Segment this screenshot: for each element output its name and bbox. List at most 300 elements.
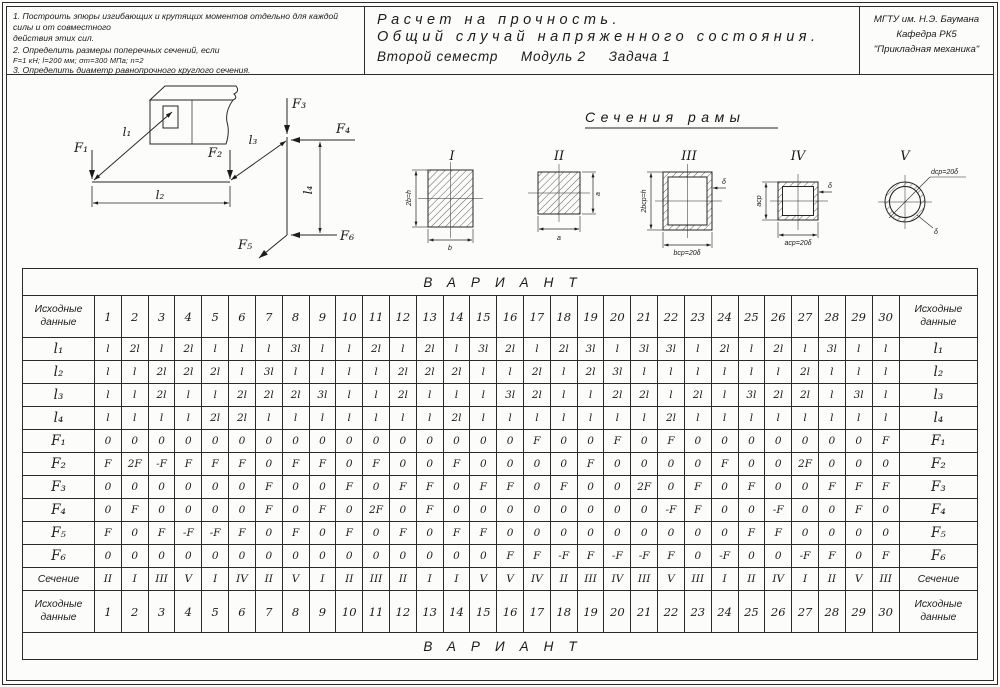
- value-cell: 0: [202, 476, 229, 499]
- table-row: [23, 633, 978, 660]
- row-label-cell: l₃: [23, 384, 95, 407]
- value-cell: 0: [765, 430, 792, 453]
- value-cell: l: [229, 361, 256, 384]
- value-cell: 2F: [792, 453, 819, 476]
- value-cell: II: [550, 568, 577, 591]
- value-cell: 0: [175, 545, 202, 568]
- value-cell: l: [389, 407, 416, 430]
- value-cell: F: [658, 430, 685, 453]
- member-l3: [231, 141, 286, 180]
- table-row: [23, 430, 978, 453]
- value-cell: 0: [631, 430, 658, 453]
- force-f1-label: F₁: [74, 141, 89, 156]
- value-cell: 3l: [631, 338, 658, 361]
- value-cell: l: [872, 338, 899, 361]
- value-cell: II: [738, 568, 765, 591]
- value-cell: -F: [631, 545, 658, 568]
- section-3-height-dim: 2bср=h: [641, 189, 648, 213]
- value-cell: 0: [604, 499, 631, 522]
- variant-number-cell: 7: [255, 296, 282, 338]
- value-cell: V: [845, 568, 872, 591]
- row-label-cell: Сечение: [899, 568, 977, 591]
- value-cell: F: [470, 522, 497, 545]
- value-cell: IV: [765, 568, 792, 591]
- value-cell: 0: [550, 499, 577, 522]
- variant-number-cell: 22: [658, 296, 685, 338]
- value-cell: l: [765, 407, 792, 430]
- value-cell: 0: [872, 522, 899, 545]
- variant-number-cell: 28: [818, 591, 845, 633]
- value-cell: l: [470, 407, 497, 430]
- value-cell: l: [738, 407, 765, 430]
- variant-number-cell: 10: [336, 591, 363, 633]
- value-cell: 2l: [255, 384, 282, 407]
- value-cell: 0: [175, 430, 202, 453]
- value-cell: l: [711, 361, 738, 384]
- section-1-numeral: I: [449, 149, 455, 164]
- section-1-width-dim: b: [448, 245, 452, 252]
- force-f5-label: F₅: [238, 238, 253, 253]
- value-cell: 0: [524, 522, 551, 545]
- variant-number-cell: 30: [872, 296, 899, 338]
- value-cell: 0: [658, 522, 685, 545]
- variant-number-cell: 13: [416, 591, 443, 633]
- value-cell: 0: [416, 430, 443, 453]
- value-cell: 2l: [711, 338, 738, 361]
- value-cell: 0: [416, 522, 443, 545]
- value-cell: 0: [309, 430, 336, 453]
- value-cell: 2l: [148, 361, 175, 384]
- variant-number-cell: 16: [497, 591, 524, 633]
- value-cell: l: [524, 407, 551, 430]
- table-row: [23, 296, 978, 338]
- variant-number-cell: 20: [604, 296, 631, 338]
- value-cell: 0: [121, 476, 148, 499]
- value-cell: l: [95, 338, 122, 361]
- value-cell: 0: [309, 522, 336, 545]
- value-cell: 0: [711, 476, 738, 499]
- table-row: [23, 338, 978, 361]
- value-cell: F: [765, 522, 792, 545]
- force-f3-label: F₃: [292, 97, 307, 112]
- value-cell: 2l: [416, 338, 443, 361]
- row-label-cell: l₂: [899, 361, 977, 384]
- value-cell: 0: [443, 430, 470, 453]
- value-cell: l: [765, 361, 792, 384]
- value-cell: F: [711, 453, 738, 476]
- value-cell: 0: [363, 545, 390, 568]
- corner-label-cell: Исходные данные: [23, 591, 95, 633]
- value-cell: V: [282, 568, 309, 591]
- value-cell: 2l: [202, 407, 229, 430]
- variant-number-cell: 23: [684, 591, 711, 633]
- value-cell: l: [792, 338, 819, 361]
- value-cell: I: [792, 568, 819, 591]
- value-cell: F: [470, 476, 497, 499]
- variant-number-cell: 17: [524, 296, 551, 338]
- value-cell: 2l: [524, 384, 551, 407]
- value-cell: F: [872, 476, 899, 499]
- table-row: [23, 476, 978, 499]
- value-cell: l: [738, 361, 765, 384]
- value-cell: l: [631, 407, 658, 430]
- variant-number-cell: 2: [121, 296, 148, 338]
- value-cell: 3l: [604, 361, 631, 384]
- value-cell: 0: [389, 545, 416, 568]
- value-cell: 0: [845, 522, 872, 545]
- table-row: [23, 453, 978, 476]
- value-cell: -F: [711, 545, 738, 568]
- variant-banner-cell: ВАРИАНТ: [23, 633, 978, 660]
- value-cell: l: [550, 384, 577, 407]
- value-cell: 0: [363, 430, 390, 453]
- value-cell: 0: [765, 476, 792, 499]
- value-cell: 0: [872, 499, 899, 522]
- value-cell: F: [577, 545, 604, 568]
- value-cell: III: [577, 568, 604, 591]
- variant-number-cell: 22: [658, 591, 685, 633]
- value-cell: F: [684, 499, 711, 522]
- value-cell: 0: [631, 499, 658, 522]
- value-cell: F: [336, 476, 363, 499]
- value-cell: 0: [416, 545, 443, 568]
- variant-number-cell: 6: [229, 296, 256, 338]
- value-cell: l: [363, 361, 390, 384]
- value-cell: 0: [121, 522, 148, 545]
- instruction-line: 1. Построить эпюры изгибающих и крутящих моментов отдельно для каждой силы и от совместного: [13, 11, 339, 33]
- value-cell: 0: [443, 476, 470, 499]
- value-cell: 0: [604, 522, 631, 545]
- force-f6-label: F₆: [340, 229, 355, 244]
- value-cell: 0: [577, 522, 604, 545]
- value-cell: 2l: [550, 338, 577, 361]
- value-cell: l: [711, 407, 738, 430]
- section-4: [756, 149, 832, 247]
- value-cell: -F: [202, 522, 229, 545]
- value-cell: 3l: [738, 384, 765, 407]
- value-cell: 3l: [470, 338, 497, 361]
- value-cell: l: [202, 384, 229, 407]
- value-cell: F: [872, 545, 899, 568]
- variant-number-cell: 30: [872, 591, 899, 633]
- value-cell: l: [845, 338, 872, 361]
- value-cell: 0: [95, 476, 122, 499]
- task-instructions: [7, 7, 365, 74]
- value-cell: II: [255, 568, 282, 591]
- value-cell: 0: [497, 522, 524, 545]
- section-5-thickness-dim: δ: [934, 229, 938, 236]
- value-cell: 0: [255, 430, 282, 453]
- value-cell: F: [845, 476, 872, 499]
- value-cell: F: [872, 430, 899, 453]
- value-cell: l: [121, 361, 148, 384]
- value-cell: l: [711, 384, 738, 407]
- value-cell: l: [872, 361, 899, 384]
- value-cell: 3l: [818, 338, 845, 361]
- value-cell: l: [524, 338, 551, 361]
- value-cell: 2l: [684, 384, 711, 407]
- value-cell: -F: [604, 545, 631, 568]
- title-line-2: Общий случай напряженного состояния.: [377, 29, 820, 45]
- value-cell: 0: [229, 430, 256, 453]
- value-cell: 0: [550, 522, 577, 545]
- value-cell: l: [336, 338, 363, 361]
- section-1-height-dim: 2b=h: [406, 190, 413, 206]
- section-5-diameter-dim: dср=20δ: [931, 169, 959, 176]
- support-box-icon: [150, 86, 238, 144]
- value-cell: l: [684, 361, 711, 384]
- value-cell: 2l: [282, 384, 309, 407]
- value-cell: F: [818, 476, 845, 499]
- row-label-cell: l₄: [23, 407, 95, 430]
- value-cell: IV: [229, 568, 256, 591]
- variant-number-cell: 9: [309, 591, 336, 633]
- value-cell: 3l: [577, 338, 604, 361]
- value-cell: l: [818, 384, 845, 407]
- value-cell: 0: [738, 430, 765, 453]
- variant-number-cell: 15: [470, 591, 497, 633]
- title-line-1: Расчет на прочность.: [377, 12, 622, 28]
- value-cell: 2l: [443, 361, 470, 384]
- value-cell: 0: [389, 430, 416, 453]
- value-cell: F: [497, 545, 524, 568]
- value-cell: 0: [792, 430, 819, 453]
- value-cell: 0: [336, 545, 363, 568]
- value-cell: F: [309, 499, 336, 522]
- value-cell: 2l: [524, 361, 551, 384]
- value-cell: II: [336, 568, 363, 591]
- section-2-height-dim: a: [595, 192, 602, 196]
- value-cell: 0: [336, 499, 363, 522]
- value-cell: 2l: [148, 384, 175, 407]
- value-cell: 0: [148, 476, 175, 499]
- variant-number-cell: 11: [363, 296, 390, 338]
- value-cell: l: [550, 361, 577, 384]
- value-cell: F: [95, 453, 122, 476]
- value-cell: 0: [202, 499, 229, 522]
- variant-number-cell: 10: [336, 296, 363, 338]
- value-cell: F: [363, 453, 390, 476]
- value-cell: F: [684, 476, 711, 499]
- variant-number-cell: 9: [309, 296, 336, 338]
- value-cell: 2l: [363, 338, 390, 361]
- value-cell: l: [175, 407, 202, 430]
- length-l2-label: l₂: [155, 188, 165, 202]
- value-cell: 2l: [229, 384, 256, 407]
- value-cell: 2l: [577, 361, 604, 384]
- value-cell: l: [175, 384, 202, 407]
- value-cell: l: [336, 361, 363, 384]
- value-cell: l: [818, 361, 845, 384]
- row-label-cell: l₃: [899, 384, 977, 407]
- value-cell: F: [577, 453, 604, 476]
- value-cell: 2l: [765, 338, 792, 361]
- value-cell: 0: [336, 430, 363, 453]
- value-cell: 0: [282, 499, 309, 522]
- section-4-height-dim: aср: [756, 195, 763, 207]
- value-cell: l: [416, 384, 443, 407]
- value-cell: 0: [255, 453, 282, 476]
- variant-number-cell: 29: [845, 591, 872, 633]
- value-cell: l: [202, 338, 229, 361]
- value-cell: F: [845, 499, 872, 522]
- value-cell: 0: [604, 453, 631, 476]
- value-cell: III: [872, 568, 899, 591]
- value-cell: l: [872, 407, 899, 430]
- variant-number-cell: 14: [443, 296, 470, 338]
- table-row: [23, 545, 978, 568]
- value-cell: 0: [577, 430, 604, 453]
- value-cell: 0: [818, 522, 845, 545]
- value-cell: IV: [524, 568, 551, 591]
- value-cell: 3l: [497, 384, 524, 407]
- variant-number-cell: 27: [792, 296, 819, 338]
- value-cell: 3l: [282, 338, 309, 361]
- value-cell: 0: [765, 453, 792, 476]
- value-cell: F: [202, 453, 229, 476]
- section-1: [406, 149, 483, 252]
- value-cell: 0: [282, 430, 309, 453]
- variant-number-cell: 1: [95, 591, 122, 633]
- section-4-thickness-dim: δ: [828, 183, 832, 190]
- value-cell: 2l: [389, 361, 416, 384]
- row-label-cell: F₁: [23, 430, 95, 453]
- value-cell: l: [792, 407, 819, 430]
- table-row: [23, 499, 978, 522]
- value-cell: II: [389, 568, 416, 591]
- title-line-3: Второй семестр Модуль 2 Задача 1: [377, 49, 671, 64]
- value-cell: 0: [497, 499, 524, 522]
- value-cell: 2l: [792, 361, 819, 384]
- variant-number-cell: 28: [818, 296, 845, 338]
- value-cell: 0: [711, 430, 738, 453]
- value-cell: 0: [443, 499, 470, 522]
- value-cell: 0: [711, 499, 738, 522]
- variant-number-cell: 12: [389, 591, 416, 633]
- sections-title: Сечения рамы: [585, 109, 746, 125]
- value-cell: 0: [792, 476, 819, 499]
- value-cell: 0: [282, 545, 309, 568]
- value-cell: 0: [148, 430, 175, 453]
- frame-and-sections-drawing: [7, 75, 993, 267]
- variant-number-cell: 3: [148, 296, 175, 338]
- length-l4-label: l₄: [301, 185, 315, 195]
- variant-number-cell: 27: [792, 591, 819, 633]
- variant-number-cell: 13: [416, 296, 443, 338]
- variant-number-cell: 26: [765, 296, 792, 338]
- value-cell: 0: [416, 453, 443, 476]
- value-cell: l: [416, 407, 443, 430]
- variant-number-cell: 1: [95, 296, 122, 338]
- assignment-title: [365, 7, 859, 74]
- value-cell: 0: [336, 453, 363, 476]
- variant-number-cell: 3: [148, 591, 175, 633]
- value-cell: F: [95, 522, 122, 545]
- value-cell: 0: [470, 430, 497, 453]
- value-cell: III: [684, 568, 711, 591]
- section-2-numeral: II: [553, 149, 565, 164]
- value-cell: II: [818, 568, 845, 591]
- row-label-cell: F₆: [899, 545, 977, 568]
- value-cell: 0: [818, 499, 845, 522]
- value-cell: 0: [148, 545, 175, 568]
- value-cell: 0: [95, 499, 122, 522]
- table-row: [23, 591, 978, 633]
- value-cell: l: [229, 338, 256, 361]
- value-cell: l: [818, 407, 845, 430]
- value-cell: -F: [658, 499, 685, 522]
- table-row: [23, 568, 978, 591]
- university-stamp: [859, 7, 993, 74]
- value-cell: 2l: [175, 361, 202, 384]
- value-cell: V: [470, 568, 497, 591]
- variant-number-cell: 21: [631, 591, 658, 633]
- value-cell: I: [121, 568, 148, 591]
- value-cell: 0: [872, 453, 899, 476]
- value-cell: l: [845, 407, 872, 430]
- value-cell: 0: [175, 499, 202, 522]
- value-cell: l: [577, 407, 604, 430]
- value-cell: -F: [550, 545, 577, 568]
- value-cell: 0: [658, 453, 685, 476]
- variant-number-cell: 26: [765, 591, 792, 633]
- value-cell: l: [684, 407, 711, 430]
- value-cell: l: [363, 407, 390, 430]
- value-cell: 0: [604, 476, 631, 499]
- value-cell: 0: [684, 522, 711, 545]
- value-cell: 0: [524, 476, 551, 499]
- value-cell: 2l: [121, 338, 148, 361]
- value-cell: 0: [121, 430, 148, 453]
- variant-number-cell: 16: [497, 296, 524, 338]
- value-cell: l: [497, 407, 524, 430]
- variant-number-cell: 7: [255, 591, 282, 633]
- value-cell: 3l: [255, 361, 282, 384]
- value-cell: 2l: [389, 384, 416, 407]
- value-cell: F: [255, 476, 282, 499]
- value-cell: 0: [497, 430, 524, 453]
- value-cell: F: [255, 499, 282, 522]
- length-l3-label: l₃: [248, 133, 258, 147]
- value-cell: 0: [497, 453, 524, 476]
- value-cell: l: [443, 338, 470, 361]
- variant-banner-cell: ВАРИАНТ: [23, 269, 978, 296]
- value-cell: 0: [845, 430, 872, 453]
- section-3-width-dim: bср=20δ: [673, 250, 701, 257]
- value-cell: l: [336, 407, 363, 430]
- row-label-cell: l₁: [23, 338, 95, 361]
- value-cell: 0: [470, 499, 497, 522]
- force-f4-label: F₄: [336, 122, 351, 137]
- value-cell: F: [175, 453, 202, 476]
- value-cell: l: [497, 361, 524, 384]
- instruction-line: 2. Определить размеры поперечных сечений, если: [13, 44, 220, 55]
- value-cell: l: [121, 384, 148, 407]
- value-cell: 0: [738, 453, 765, 476]
- value-cell: 0: [738, 499, 765, 522]
- row-label-cell: F₅: [899, 522, 977, 545]
- value-cell: F: [738, 522, 765, 545]
- value-cell: l: [738, 338, 765, 361]
- value-cell: I: [443, 568, 470, 591]
- section-5: [878, 149, 966, 236]
- variant-number-cell: 12: [389, 296, 416, 338]
- value-cell: 2l: [416, 361, 443, 384]
- value-cell: 0: [95, 545, 122, 568]
- variant-number-cell: 18: [550, 591, 577, 633]
- value-cell: F: [309, 453, 336, 476]
- value-cell: 0: [202, 545, 229, 568]
